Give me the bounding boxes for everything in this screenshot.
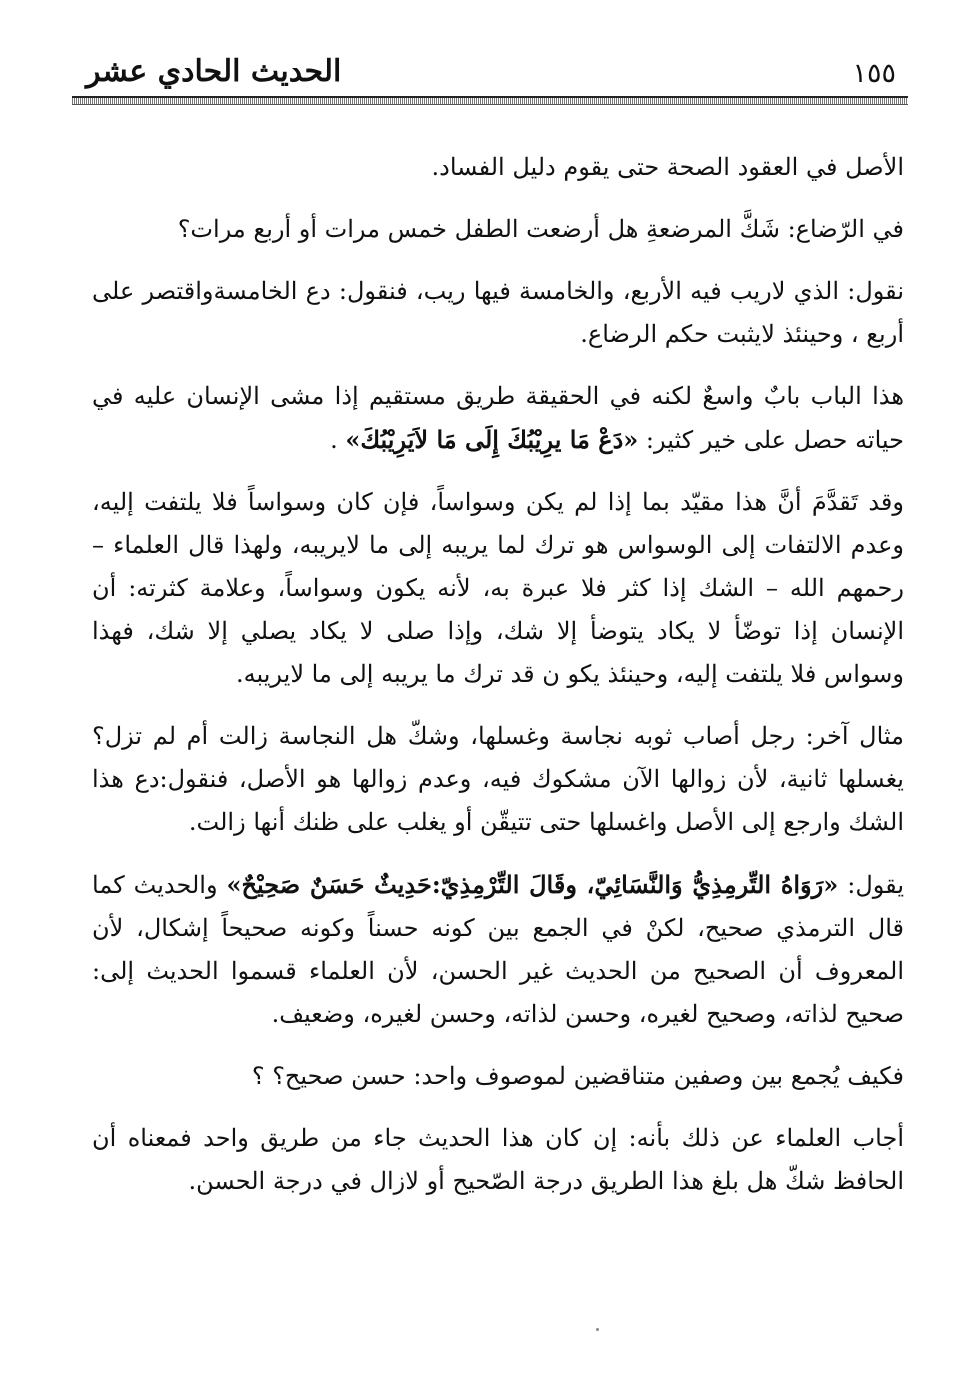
paragraph-4 <box>92 375 904 462</box>
paragraph-7 <box>92 863 904 1036</box>
page-header <box>72 52 908 96</box>
hadith-quote: «دَعْ مَا يرِيْبُكَ إِلَى مَا لاَيَرِيْبُكَ» <box>345 425 639 454</box>
print-speck <box>596 1328 599 1331</box>
paragraph-4-text: هذا الباب بابٌ واسعٌ لكنه في الحقيقة طريق مستقيم إذا مشى الإنسان عليه في حياته حصل على خير كثير: <box>92 382 904 454</box>
paragraph-3: نقول: الذي لاريب فيه الأربع، والخامسة فيها ريب، فنقول: دع الخامسةواقتصر على أربع ، وحينئذ لايثبت حكم الرضاع. <box>92 277 904 348</box>
header-rule <box>72 96 908 105</box>
paragraph-4-end: . <box>330 426 346 454</box>
paragraph-1: الأصل في العقود الصحة حتى يقوم دليل الفساد. <box>431 153 904 181</box>
paragraph-6: مثال آخر: رجل أصاب ثوبه نجاسة وغسلها، وشكّ هل النجاسة زالت أم لم تزل؟ يغسلها ثانية، لأن زوالها الآن مشكوك فيه، وعدم زوالها هو الأصل، فنقول:دع هذا الشك وارجع إلى الأصل واغسلها حتى تتيقّن أو يغلب على ظنك أنها زالت. <box>92 722 904 836</box>
paragraph-7-text: والحديث كما قال الترمذي صحيح، لكنْ في الجمع بين كونه حسناً وكونه صحيحاً إشكال، لأن المعروف أن الصحيح من الحديث غير الحسن، لأن العلماء قسموا الحديث إلى: صحيح لذاته، وصحيح لغيره، وحسن لذاته، وحسن لغيره، وضعيف. <box>92 871 905 1028</box>
page-number: ١٥٥ <box>852 58 896 89</box>
paragraph-9: أجاب العلماء عن ذلك بأنه: إن كان هذا الحديث جاء من طريق واحد فمعناه أن الحافظ شكّ هل بلغ هذا الطريق درجة الصّحيح أو لازال في درجة الحسن. <box>92 1124 904 1195</box>
paragraph-8: فكيف يُجمع بين وصفين متناقضين لموصوف واحد: حسن صحيح؟ ؟ <box>251 1062 904 1090</box>
narration-quote: «رَوَاهُ التِّرمِذِيُّ وَالنَّسَائِيّ، وقَالَ التِّرْمِذِيّ:حَدِيثٌ حَسَنٌ صَحِيْحٌ» <box>226 870 839 899</box>
running-title: الحديث الحادي عشر <box>86 54 342 89</box>
paragraph-5: وقد تَقدَّمَ أنَّ هذا مقيّد بما إذا لم يكن وسواساً، فإن كان وسواساً فلا يلتفت إليه، وعدم الالتفات إلى الوسواس هو ترك لما يريبه إلى ما لايريبه، ولهذا قال العلماء – رحمهم الله – الشك إذا كثر فلا عبرة به، لأنه يكون وسواساً، وعلامة كثرته: أن الإنسان إذا توضّأ لا يكاد يتوضأ إلا شك، وإذا صلى لا يكاد يصلي إلا شك، فهذا وسواس فلا يلتفت إليه، وحينئذ يكو ن قد ترك ما يريبه إلى ما لايريبه. <box>92 488 904 688</box>
paragraph-2: في الرّضاع: شَكَّ المرضعةِ هل أرضعت الطفل خمس مرات أو أربع مرات؟ <box>177 215 904 243</box>
page-body <box>92 146 904 1222</box>
paragraph-7-lead: يقول: <box>838 871 905 899</box>
